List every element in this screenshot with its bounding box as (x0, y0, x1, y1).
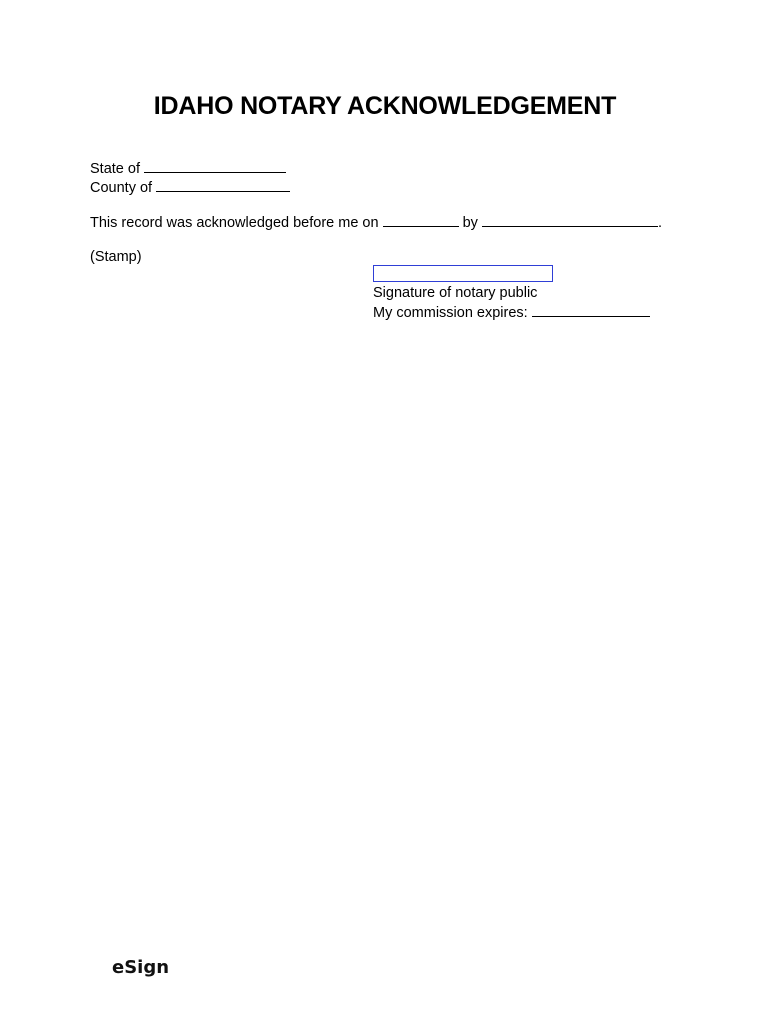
state-line (90, 159, 286, 178)
acknowledgement-line (90, 213, 662, 232)
period-text: . (657, 215, 662, 231)
acknowledgement-text: This record was acknowledged before me on (90, 215, 379, 231)
state-label: State of (90, 161, 140, 177)
commission-label: My commission expires: (373, 305, 528, 321)
county-blank[interactable] (156, 178, 290, 192)
stamp-label: (Stamp) (90, 249, 142, 265)
commission-expiry-blank[interactable] (532, 303, 650, 317)
date-blank[interactable] (383, 213, 459, 227)
commission-line (373, 303, 650, 322)
county-label: County of (90, 180, 153, 196)
esign-logo: eSign (112, 957, 170, 978)
notary-signature-field[interactable] (373, 265, 553, 282)
state-blank[interactable] (144, 159, 286, 173)
signature-label: Signature of notary public (373, 285, 538, 301)
by-text: by (462, 215, 478, 231)
name-blank[interactable] (482, 213, 658, 227)
document-title: IDAHO NOTARY ACKNOWLEDGEMENT (153, 92, 617, 120)
county-line (90, 178, 290, 197)
